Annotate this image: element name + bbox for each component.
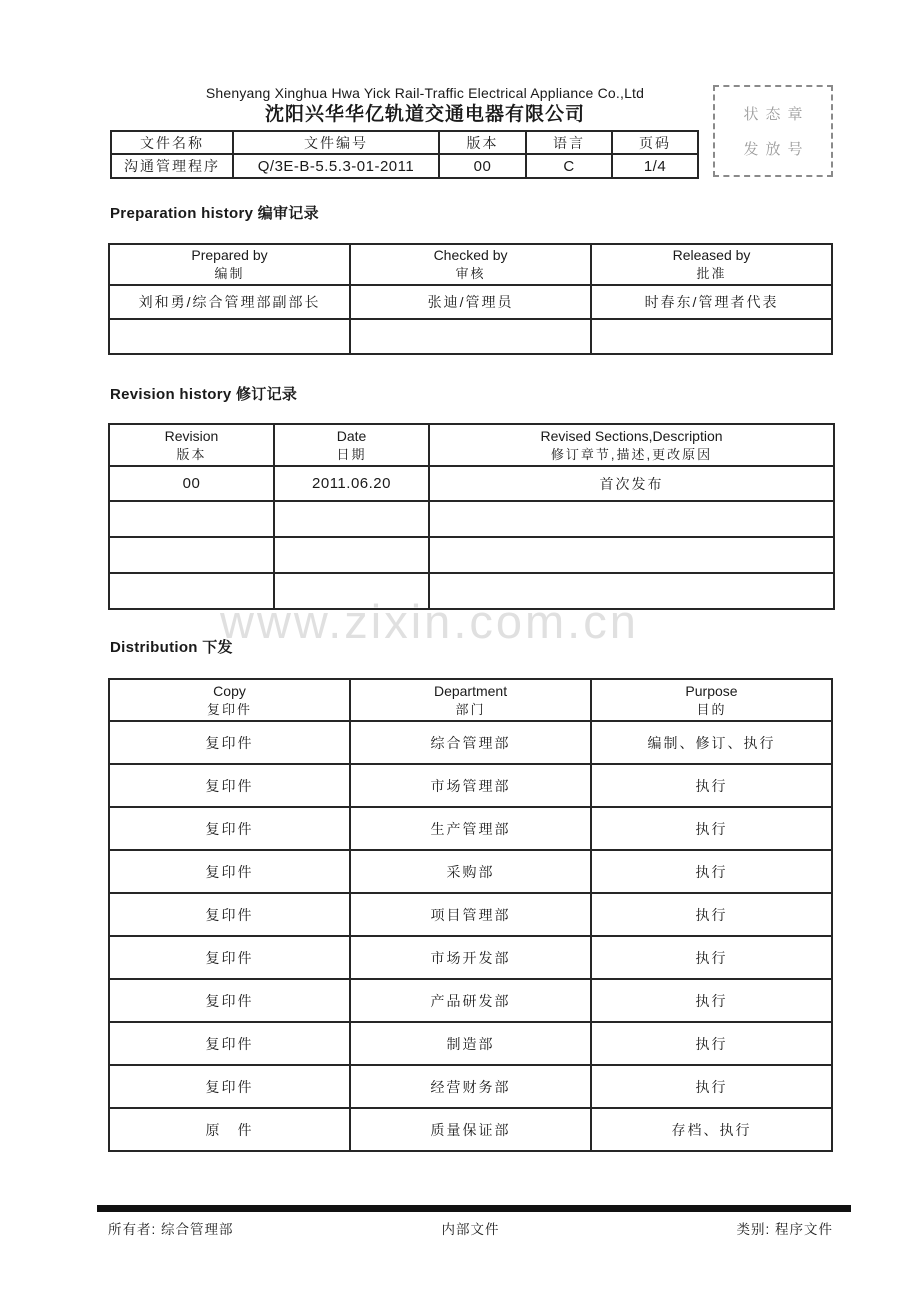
table-cell xyxy=(109,501,274,537)
table-cell xyxy=(429,537,834,573)
purpose-cell: 执行 xyxy=(591,1065,832,1108)
table-row xyxy=(109,893,832,936)
distribution-table xyxy=(108,678,833,1152)
department-cell: 产品研发部 xyxy=(350,979,591,1022)
table-row xyxy=(109,764,832,807)
table-cell xyxy=(109,537,274,573)
watermark-text: www.zixin.com.cn xyxy=(220,595,639,648)
table-row xyxy=(109,679,832,721)
table-row xyxy=(111,154,698,178)
table-cell: 文件编号 xyxy=(233,131,439,154)
table-row xyxy=(109,285,832,319)
purpose-cell: 执行 xyxy=(591,1022,832,1065)
table-row xyxy=(109,424,834,466)
copy-cell: 复印件 xyxy=(109,1022,350,1065)
table-cell xyxy=(274,573,429,609)
purpose-cell: 执行 xyxy=(591,807,832,850)
department-cell: 综合管理部 xyxy=(350,721,591,764)
table-row xyxy=(109,1108,832,1151)
doc-language-cell: C xyxy=(526,154,612,178)
preparation-table xyxy=(108,243,833,355)
department-cell: 生产管理部 xyxy=(350,807,591,850)
department-cell: 市场管理部 xyxy=(350,764,591,807)
table-cell: Copy 复印件 xyxy=(109,679,350,721)
copy-cell: 原 件 xyxy=(109,1108,350,1151)
table-row xyxy=(109,573,834,609)
table-row xyxy=(109,1022,832,1065)
issue-number-label: 发放号 xyxy=(743,141,810,158)
department-cell: 采购部 xyxy=(350,850,591,893)
department-cell: 质量保证部 xyxy=(350,1108,591,1151)
table-cell: Department 部门 xyxy=(350,679,591,721)
copy-cell: 复印件 xyxy=(109,979,350,1022)
preparation-heading: Preparation history 编审记录 xyxy=(110,205,319,222)
table-cell xyxy=(591,319,832,354)
table-row xyxy=(109,244,832,285)
prepared-by-cell: 刘和勇/综合管理部副部长 xyxy=(109,285,350,319)
table-cell: 文件名称 xyxy=(111,131,233,154)
released-by-cell: 时春东/管理者代表 xyxy=(591,285,832,319)
department-cell: 项目管理部 xyxy=(350,893,591,936)
revision-heading: Revision history 修订记录 xyxy=(110,386,298,403)
purpose-cell: 执行 xyxy=(591,936,832,979)
table-row xyxy=(109,501,834,537)
table-cell xyxy=(274,537,429,573)
doc-name-cell: 沟通管理程序 xyxy=(111,154,233,178)
doc-number-cell: Q/3E-B-5.5.3-01-2011 xyxy=(233,154,439,178)
table-row xyxy=(109,979,832,1022)
table-cell: 版本 xyxy=(439,131,526,154)
footer-doc-type: 内部文件 xyxy=(441,1222,500,1237)
table-row xyxy=(109,319,832,354)
page-footer xyxy=(108,1218,833,1238)
table-cell xyxy=(429,501,834,537)
doc-version-cell: 00 xyxy=(439,154,526,178)
table-row xyxy=(109,721,832,764)
purpose-cell: 执行 xyxy=(591,850,832,893)
table-cell xyxy=(429,573,834,609)
revision-desc-cell: 首次发布 xyxy=(429,466,834,501)
table-cell: 页码 xyxy=(612,131,698,154)
table-cell: Revision 版本 xyxy=(109,424,274,466)
table-cell: Released by 批准 xyxy=(591,244,832,285)
revision-date-cell: 2011.06.20 xyxy=(274,466,429,501)
copy-cell: 复印件 xyxy=(109,721,350,764)
distribution-heading: Distribution 下发 xyxy=(110,639,233,656)
table-row xyxy=(109,537,834,573)
table-row xyxy=(109,850,832,893)
table-cell: 语言 xyxy=(526,131,612,154)
copy-cell: 复印件 xyxy=(109,764,350,807)
table-cell: Revised Sections,Description 修订章节,描述,更改原因 xyxy=(429,424,834,466)
table-cell: Checked by 审核 xyxy=(350,244,591,285)
purpose-cell: 编制、修订、执行 xyxy=(591,721,832,764)
status-stamp-box xyxy=(713,85,833,177)
table-row xyxy=(109,936,832,979)
revision-number-cell: 00 xyxy=(109,466,274,501)
purpose-cell: 执行 xyxy=(591,893,832,936)
copy-cell: 复印件 xyxy=(109,807,350,850)
status-stamp-label: 状态章 xyxy=(743,106,810,123)
table-cell: Date 日期 xyxy=(274,424,429,466)
purpose-cell: 执行 xyxy=(591,764,832,807)
copy-cell: 复印件 xyxy=(109,850,350,893)
table-cell xyxy=(109,573,274,609)
table-cell xyxy=(109,319,350,354)
table-cell: Purpose 目的 xyxy=(591,679,832,721)
table-row xyxy=(109,466,834,501)
table-cell xyxy=(274,501,429,537)
revision-table xyxy=(108,423,835,610)
department-cell: 经营财务部 xyxy=(350,1065,591,1108)
doc-page-cell: 1/4 xyxy=(612,154,698,178)
purpose-cell: 存档、执行 xyxy=(591,1108,832,1151)
table-row xyxy=(111,131,698,154)
table-cell: Prepared by 编制 xyxy=(109,244,350,285)
table-row xyxy=(109,807,832,850)
company-name-zh: 沈阳兴华华亿轨道交通电器有限公司 xyxy=(264,104,585,125)
checked-by-cell: 张迪/管理员 xyxy=(350,285,591,319)
copy-cell: 复印件 xyxy=(109,1065,350,1108)
department-cell: 市场开发部 xyxy=(350,936,591,979)
table-cell xyxy=(350,319,591,354)
footer-category: 类别: 程序文件 xyxy=(736,1222,834,1237)
copy-cell: 复印件 xyxy=(109,936,350,979)
copy-cell: 复印件 xyxy=(109,893,350,936)
table-row xyxy=(109,1065,832,1108)
company-name-en: Shenyang Xinghua Hwa Yick Rail-Traffic Electrical Appliance Co.,Ltd xyxy=(205,85,645,101)
footer-divider-bar xyxy=(97,1205,851,1212)
department-cell: 制造部 xyxy=(350,1022,591,1065)
company-header xyxy=(110,85,740,127)
doc-info-table xyxy=(110,130,699,179)
purpose-cell: 执行 xyxy=(591,979,832,1022)
footer-owner: 所有者: 综合管理部 xyxy=(108,1222,234,1237)
